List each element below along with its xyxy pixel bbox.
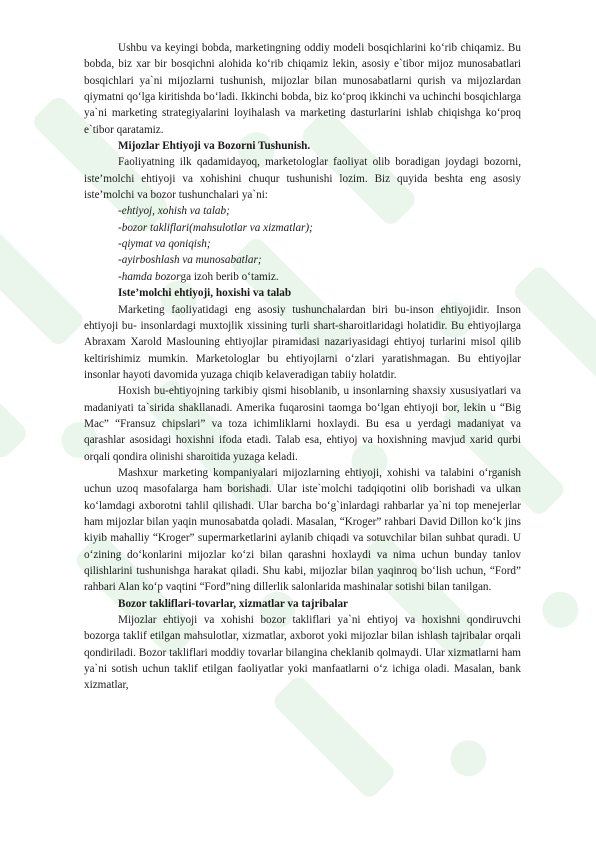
section-heading-needs-market: Mijozlar Ehtiyoji va Bozorni Tushunish. — [118, 140, 311, 153]
list-item: -bozor takliflari(mahsulotlar va xizmatlar); — [118, 221, 313, 234]
section-paragraph: Mijozlar ehtiyoji va xohishi bozor takliflari ya`ni ehtiyoj va hoxishni qondiruvchi bozorga taklif etilgan mahsulotlar, xizmatlar, axborot yoki mijozlar bilan ishlash tajribalar orqali qondiriladi. Bozor takliflari moddiy tovarlar bilangina cheklanib qolmaydi. Ular xizmatlarni ham ya`ni sotish uchun taklif etilgan faoliyatlar yoki manfaatlarni o‘z ichiga oladi. Masalan, bank xizmatlar, — [84, 614, 521, 692]
section-heading-needs-wants-demand: Iste’molchi ehtiyoji, hoxishi va talab — [118, 287, 292, 300]
list-item — [84, 269, 521, 285]
list-item: -ayirboshlash va munosabatlar; — [118, 254, 262, 267]
section-heading-market-offerings: Bozor takliflari-tovarlar, xizmatlar va tajribalar — [118, 597, 349, 610]
section-paragraph: Marketing faoliyatidagi eng asosiy tushunchalardan biri bu-inson ehtiyojidir. Inson ehtiyoji bu- insonlardagi muxtojlik xissining turli shart-sharoitlaridagi holatidir. Bu ehtiyojlarga Abraxam Xarold Maslouning ehtiyojlar piramidasi nazariyasidagi ehtiyoj turlarini misol qilib keltirishimiz mumkin. Marketologlar bu ehtiyojlarni o‘zlari yaratishmagan. Bu ehtiyojlar insonlar hayoti davomida yuzaga chiqib kelaveradigan tabiiy holatdir. — [84, 303, 521, 381]
list-item: -ehtiyoj, xohish va talab; — [118, 205, 230, 218]
section-paragraph: Faoliyatning ilk qadamidayoq, marketologlar faoliyat olib boradigan joydagi bozorni, iste’molchi ehtiyoji va xohishini chuqur tushunishi lozim. Biz quyida beshta eng asosiy iste’molchi va bozor tushunchalari ya`ni: — [84, 156, 521, 202]
list-item-italic: -hamda bozor — [118, 270, 181, 283]
document-page — [84, 40, 521, 694]
intro-paragraph: Ushbu va keyingi bobda, marketingning oddiy modeli bosqichlarini ko‘rib chiqamiz. Bu bobda, biz xar bir bosqichni alohida ko‘rib chiqamiz lekin, asosiy e`tibor mijoz munosabatlari bosqichlari ya`ni mijozlarni tushunish, mijozlar bilan munosabatlarni qurish va mijozlardan qiymatni qo‘lga kiritishda bo‘ladi. Ikkinchi bobda, biz ko‘proq ikkinchi va uchinchi bosqichlarga ya`ni marketing strategiyalarini loyihalash va marketing dasturlarini ishlab chiqishga ko‘proq e`tibor qaratamiz. — [84, 42, 521, 136]
list-item-rest: ga izoh berib o‘tamiz. — [180, 270, 279, 283]
section-paragraph: Mashxur marketing kompaniyalari mijozlarning ehtiyoji, xohishi va talabini o‘rganish uchun uzoq masofalarga ham borishadi. Ular iste`molchi tadqiqotini olib borishadi va ulkan ko‘lamdagi axborotni tahlil qilishadi. Ular barcha bo‘g`inlardagi rahbarlar ya`ni top menejerlar ham mijozlar bilan yaqin munosabatda qoladi. Masalan, “Kroger” rahbari David Dillon ko‘k jins kiyib mahalliy “Kroger” supermarketlarini aylanib chiqadi va sotuvchilar bilan suhbat quradi. U o‘zining do‘konlarini mijozlar ko‘zi bilan qarashni hoxlaydi va nima uchun bunday tanlov qilishlarini tushunishga harakat qiladi. Shu kabi, mijozlar bilan yaqinroq bo‘lish uchun, “Ford” rahbari Alan ko‘p vaqtini “Ford”ning dillerlik salonlarida mashinalar sotishi bilan tanilgan. — [84, 466, 521, 594]
list-item: -qiymat va qoniqish; — [118, 238, 211, 251]
section-paragraph: Hoxish bu-ehtiyojning tarkibiy qismi hisoblanib, u insonlarning shaxsiy xususiyatlari va madaniyati ta`sirida shakllanadi. Amerika fuqarosini taomga bo‘lgan ehtiyoji bor, lekin u “Big Mac” “Fransuz chipslari” va toza ichimliklarni hoxlaydi. Bu esa u yerdagi madaniyat va qarashlar asosidagi hoxishni ifoda etadi. Talab esa, ehtiyoj va hoxishning mavjud xarid qurbi orqali qondira olinishi sharoitida yuzaga keladi. — [84, 385, 521, 463]
